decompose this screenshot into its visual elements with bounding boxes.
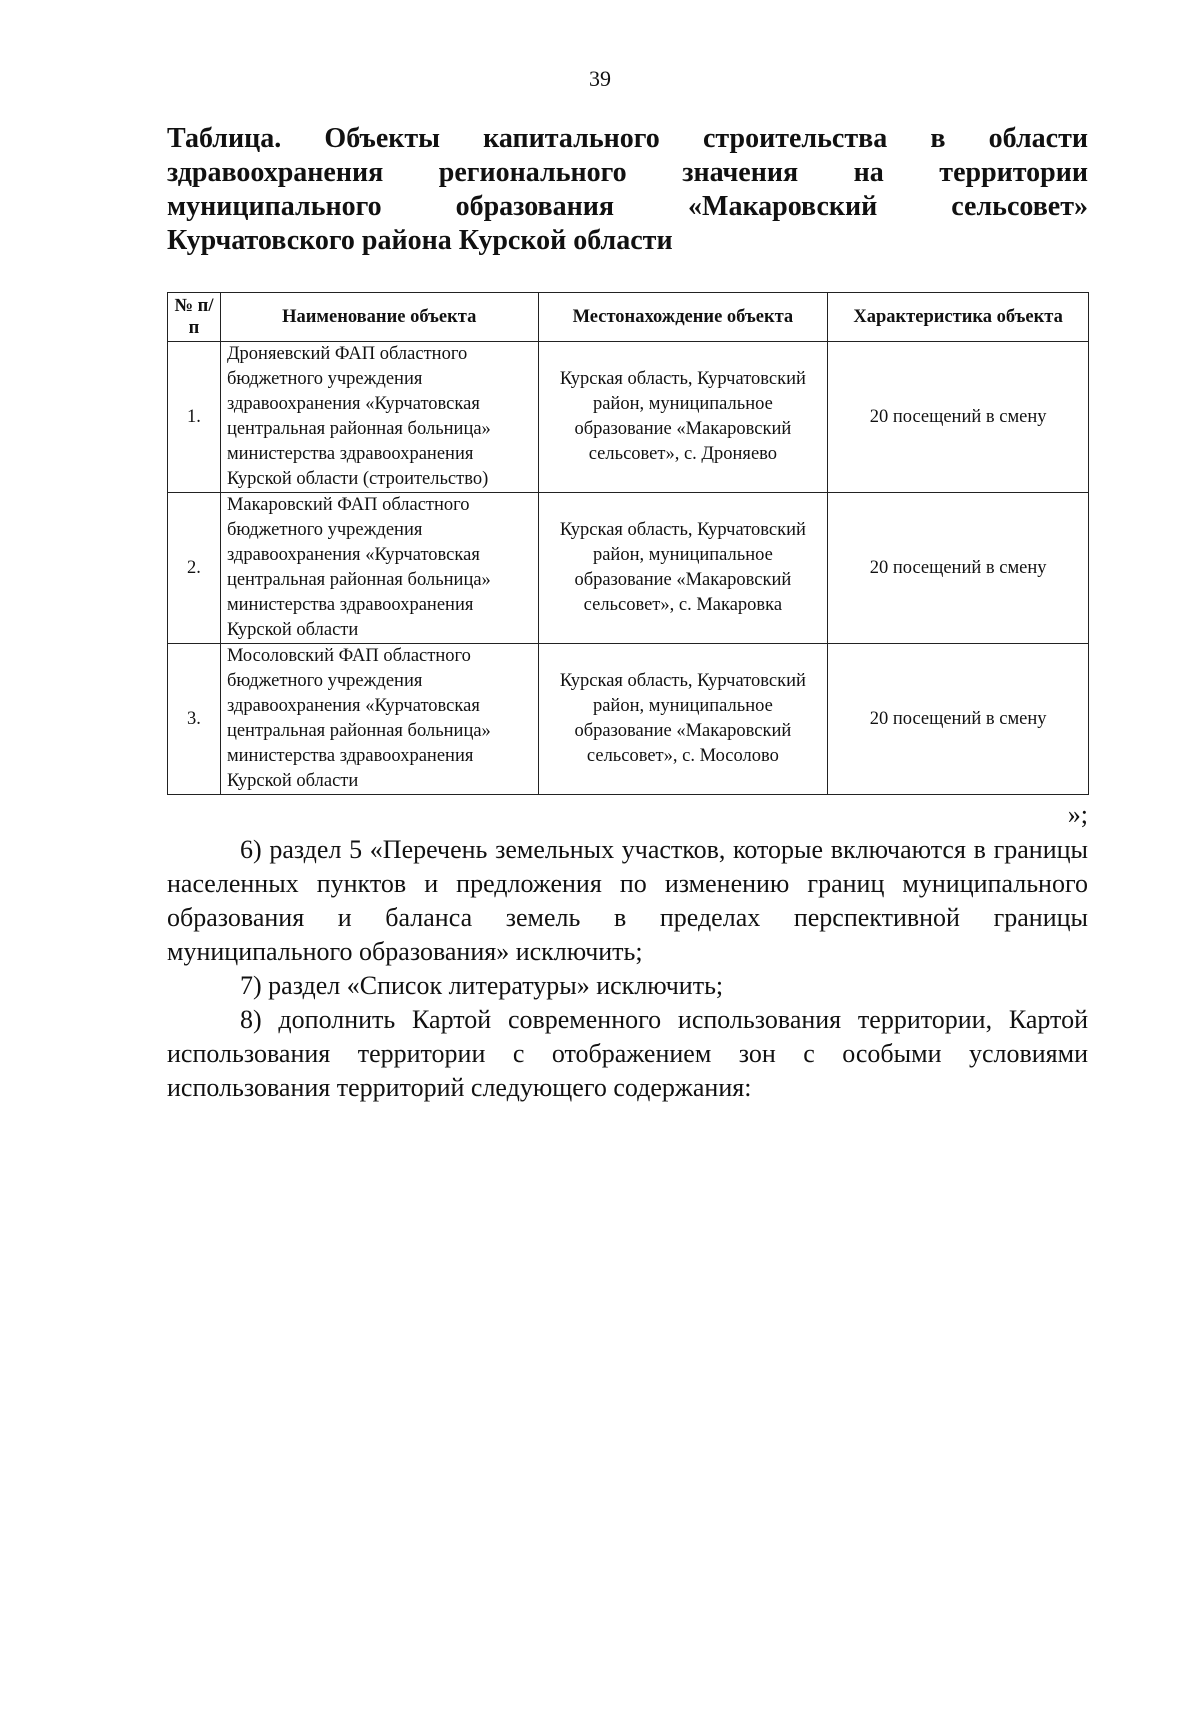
row-name: Макаровский ФАП областного бюджетного учреждения здравоохранения «Курчатовская центральная районная больница» министерства здравоохранения Курской области: [220, 493, 538, 644]
table-row: [168, 342, 1089, 493]
title-line: Таблица. Объекты капитального строительства в области: [167, 123, 1088, 154]
table-header-row: [168, 293, 1089, 342]
row-characteristic: 20 посещений в смену: [828, 493, 1089, 644]
table-title: [167, 122, 1088, 258]
row-name: Дроняевский ФАП областного бюджетного учреждения здравоохранения «Курчатовская центральная районная больница» министерства здравоохранения Курской области (строительство): [220, 342, 538, 493]
row-characteristic: 20 посещений в смену: [828, 644, 1089, 795]
paragraph-item-6: 6) раздел 5 «Перечень земельных участков, которые включаются в границы населенных пунктов и предложения по изменению границ муниципального образования и баланса земель в пределах перспективной границы муниципального образования» исключить;: [167, 835, 1088, 966]
closing-quote: »;: [1067, 800, 1088, 829]
paragraph-item-7: 7) раздел «Список литературы» исключить;: [240, 971, 724, 1000]
header-num: № п/п: [168, 293, 221, 342]
row-location: Курская область, Курчатовский район, муниципальное образование «Макаровский сельсовет», с. Дроняево: [538, 342, 828, 493]
title-line: здравоохранения регионального значения на территории: [167, 157, 1088, 188]
body-text: [167, 833, 1088, 1105]
title-line: муниципального образования «Макаровский сельсовет»: [167, 191, 1088, 222]
title-line: Курчатовского района Курской области: [167, 225, 673, 256]
table-row: [168, 644, 1089, 795]
row-location: Курская область, Курчатовский район, муниципальное образование «Макаровский сельсовет», с. Макаровка: [538, 493, 828, 644]
row-name: Мосоловский ФАП областного бюджетного учреждения здравоохранения «Курчатовская центральная районная больница» министерства здравоохранения Курской области: [220, 644, 538, 795]
page-number: 39: [589, 66, 611, 91]
row-num: 2.: [168, 493, 221, 644]
header-location: Местонахождение объекта: [538, 293, 828, 342]
row-num: 1.: [168, 342, 221, 493]
row-characteristic: 20 посещений в смену: [828, 342, 1089, 493]
row-location: Курская область, Курчатовский район, муниципальное образование «Макаровский сельсовет», с. Мосолово: [538, 644, 828, 795]
header-characteristic: Характеристика объекта: [828, 293, 1089, 342]
header-name: Наименование объекта: [220, 293, 538, 342]
objects-table: [167, 292, 1089, 795]
row-num: 3.: [168, 644, 221, 795]
paragraph-item-8: 8) дополнить Картой современного использования территории, Картой использования территории с отображением зон с особыми условиями использования территорий следующего содержания:: [167, 1005, 1088, 1102]
table-row: [168, 493, 1089, 644]
